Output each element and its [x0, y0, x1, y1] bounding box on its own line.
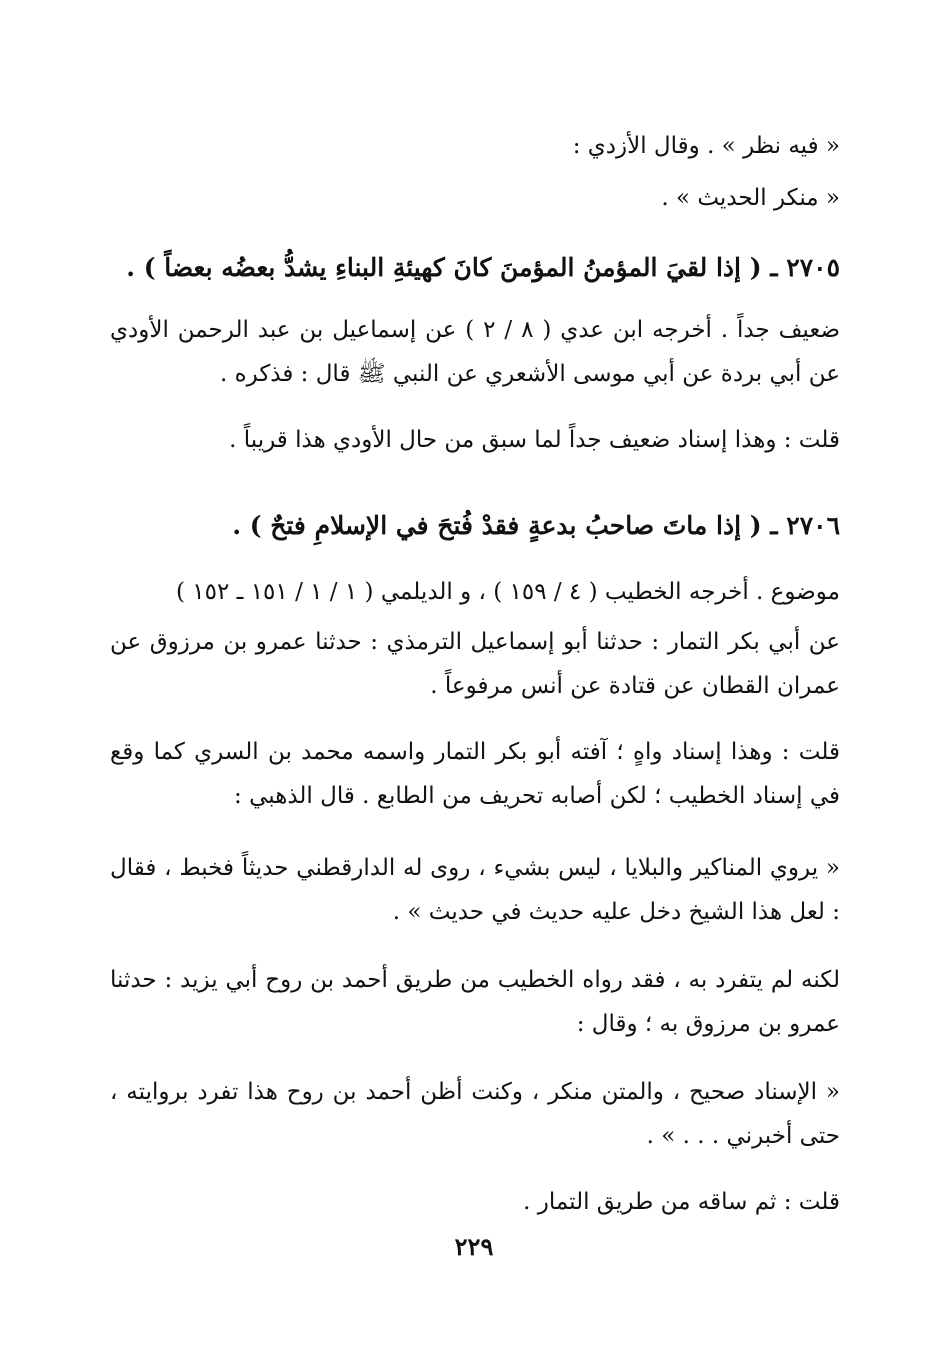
hadith-2705-comment: قلت : وهذا إسناد ضعيف جداً لما سبق من حال الأودي هذا قريباً .: [229, 427, 840, 453]
quote-line-munkar-al-hadith: « منكر الحديث » .: [661, 185, 840, 211]
page-number: ٢٢٩: [454, 1232, 494, 1261]
hadith-2706-isnad: عن أبي بكر التمار : حدثنا أبو إسماعيل الترمذي : حدثنا عمرو بن مرزوق عن عمران القطان عن قتادة عن أنس مرفوعاً .: [110, 629, 840, 699]
hadith-2706-comment: قلت : وهذا إسناد واهٍ ؛ آفته أبو بكر التمار واسمه محمد بن السري كما وقع في إسناد الخطيب ؛ لكن أصابه تحريف من الطابع . قال الذهبي :: [110, 739, 840, 809]
khatib-quote: « الإسناد صحيح ، والمتن منكر ، وكنت أظن أحمد بن روح هذا تفرد بروايته ، حتى أخبرني . . . » .: [110, 1079, 840, 1149]
hadith-heading-2705: ٢٧٠٥ ـ ( إذا لقيَ المؤمنُ المؤمنَ كانَ كهيئةِ البناءِ يشدُّ بعضُه بعضاً ) .: [126, 253, 840, 282]
dhahabi-quote: « يروي المناكير والبلايا ، ليس بشيء ، روى له الدارقطني حديثاً فخبط ، فقال : لعل هذا الشيخ دخل عليه حديث في حديث » .: [110, 855, 840, 925]
hadith-2705-takhrij: ضعيف جداً . أخرجه ابن عدي ( ٨ / ٢ ) عن إسماعيل بن عبد الرحمن الأودي عن أبي بردة عن أبي موسى الأشعري عن النبي ﷺ قال : فذكره .: [110, 317, 840, 387]
hadith-heading-2706: ٢٧٠٦ ـ ( إذا ماتَ صاحبُ بدعةٍ فقدْ فُتحَ في الإسلامِ فتحٌ ) .: [232, 511, 840, 540]
quote-line-fih-nazar: « فيه نظر » . وقال الأزدي :: [572, 133, 840, 159]
hadith-2706-takhrij: موضوع . أخرجه الخطيب ( ٤ / ١٥٩ ) ، و الديلمي ( ١ / ١ / ١٥١ ـ ١٥٢ ): [175, 579, 840, 605]
hadith-2706-followup: لكنه لم يتفرد به ، فقد رواه الخطيب من طريق أحمد بن روح أبي يزيد : حدثنا عمرو بن مرزوق به ؛ وقال :: [110, 967, 840, 1037]
hadith-2706-closing: قلت : ثم ساقه من طريق التمار .: [523, 1189, 840, 1215]
